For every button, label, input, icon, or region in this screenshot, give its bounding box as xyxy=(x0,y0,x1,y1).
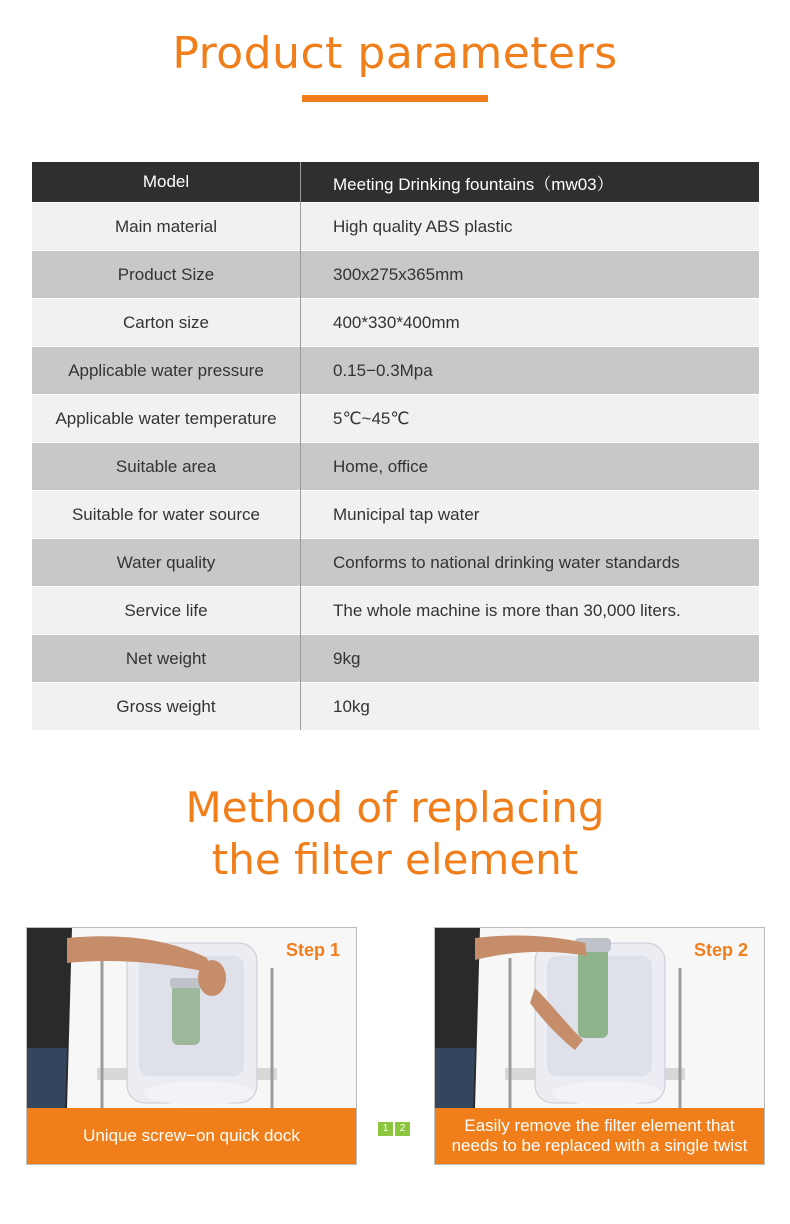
step-2-caption: Easily remove the filter element that needs to be replaced with a single twist xyxy=(435,1108,764,1164)
image-pager xyxy=(378,1122,410,1136)
table-row xyxy=(32,251,759,299)
step-1-label: Step 1 xyxy=(285,940,340,960)
parameters-table xyxy=(32,162,759,730)
table-row xyxy=(32,587,759,635)
title-underline xyxy=(302,95,488,102)
row-value: Conforms to national drinking water standards xyxy=(301,539,760,587)
step-2-card xyxy=(434,927,765,1165)
row-key: Main material xyxy=(32,203,301,251)
row-value: 300x275x365mm xyxy=(301,251,760,299)
header-value: Meeting Drinking fountains（mw03） xyxy=(301,162,760,203)
method-title-line1: Method of replacing xyxy=(185,783,605,832)
table-row xyxy=(32,539,759,587)
section-title-product-parameters: Product parameters xyxy=(172,28,618,79)
step-1-card xyxy=(26,927,357,1165)
row-key: Net weight xyxy=(32,635,301,683)
table-row xyxy=(32,635,759,683)
row-value: High quality ABS plastic xyxy=(301,203,760,251)
table-row xyxy=(32,347,759,395)
row-value: Municipal tap water xyxy=(301,491,760,539)
header-key: Model xyxy=(32,162,301,203)
row-key: Suitable for water source xyxy=(32,491,301,539)
row-key: Service life xyxy=(32,587,301,635)
table-header-row xyxy=(32,162,759,203)
row-value: 0.15−0.3Mpa xyxy=(301,347,760,395)
step-2-label: Step 2 xyxy=(693,940,748,960)
table-row xyxy=(32,443,759,491)
pager-page-2[interactable]: 2 xyxy=(395,1122,410,1136)
table-row xyxy=(32,491,759,539)
step-1-caption: Unique screw−on quick dock xyxy=(27,1108,356,1164)
pager-page-1[interactable]: 1 xyxy=(378,1122,393,1136)
row-key: Gross weight xyxy=(32,683,301,731)
table-row xyxy=(32,203,759,251)
row-value: Home, office xyxy=(301,443,760,491)
row-key: Applicable water temperature xyxy=(32,395,301,443)
row-value: 400*330*400mm xyxy=(301,299,760,347)
table-row xyxy=(32,299,759,347)
row-key: Water quality xyxy=(32,539,301,587)
table-row xyxy=(32,683,759,731)
row-value: The whole machine is more than 30,000 liters. xyxy=(301,587,760,635)
row-key: Product Size xyxy=(32,251,301,299)
row-key: Applicable water pressure xyxy=(32,347,301,395)
row-key: Carton size xyxy=(32,299,301,347)
method-title-line2: the filter element xyxy=(211,835,579,884)
row-value: 9kg xyxy=(301,635,760,683)
table-row xyxy=(32,395,759,443)
section-title-method xyxy=(0,782,790,886)
row-key: Suitable area xyxy=(32,443,301,491)
row-value: 10kg xyxy=(301,683,760,731)
row-value: 5℃~45℃ xyxy=(301,395,760,443)
